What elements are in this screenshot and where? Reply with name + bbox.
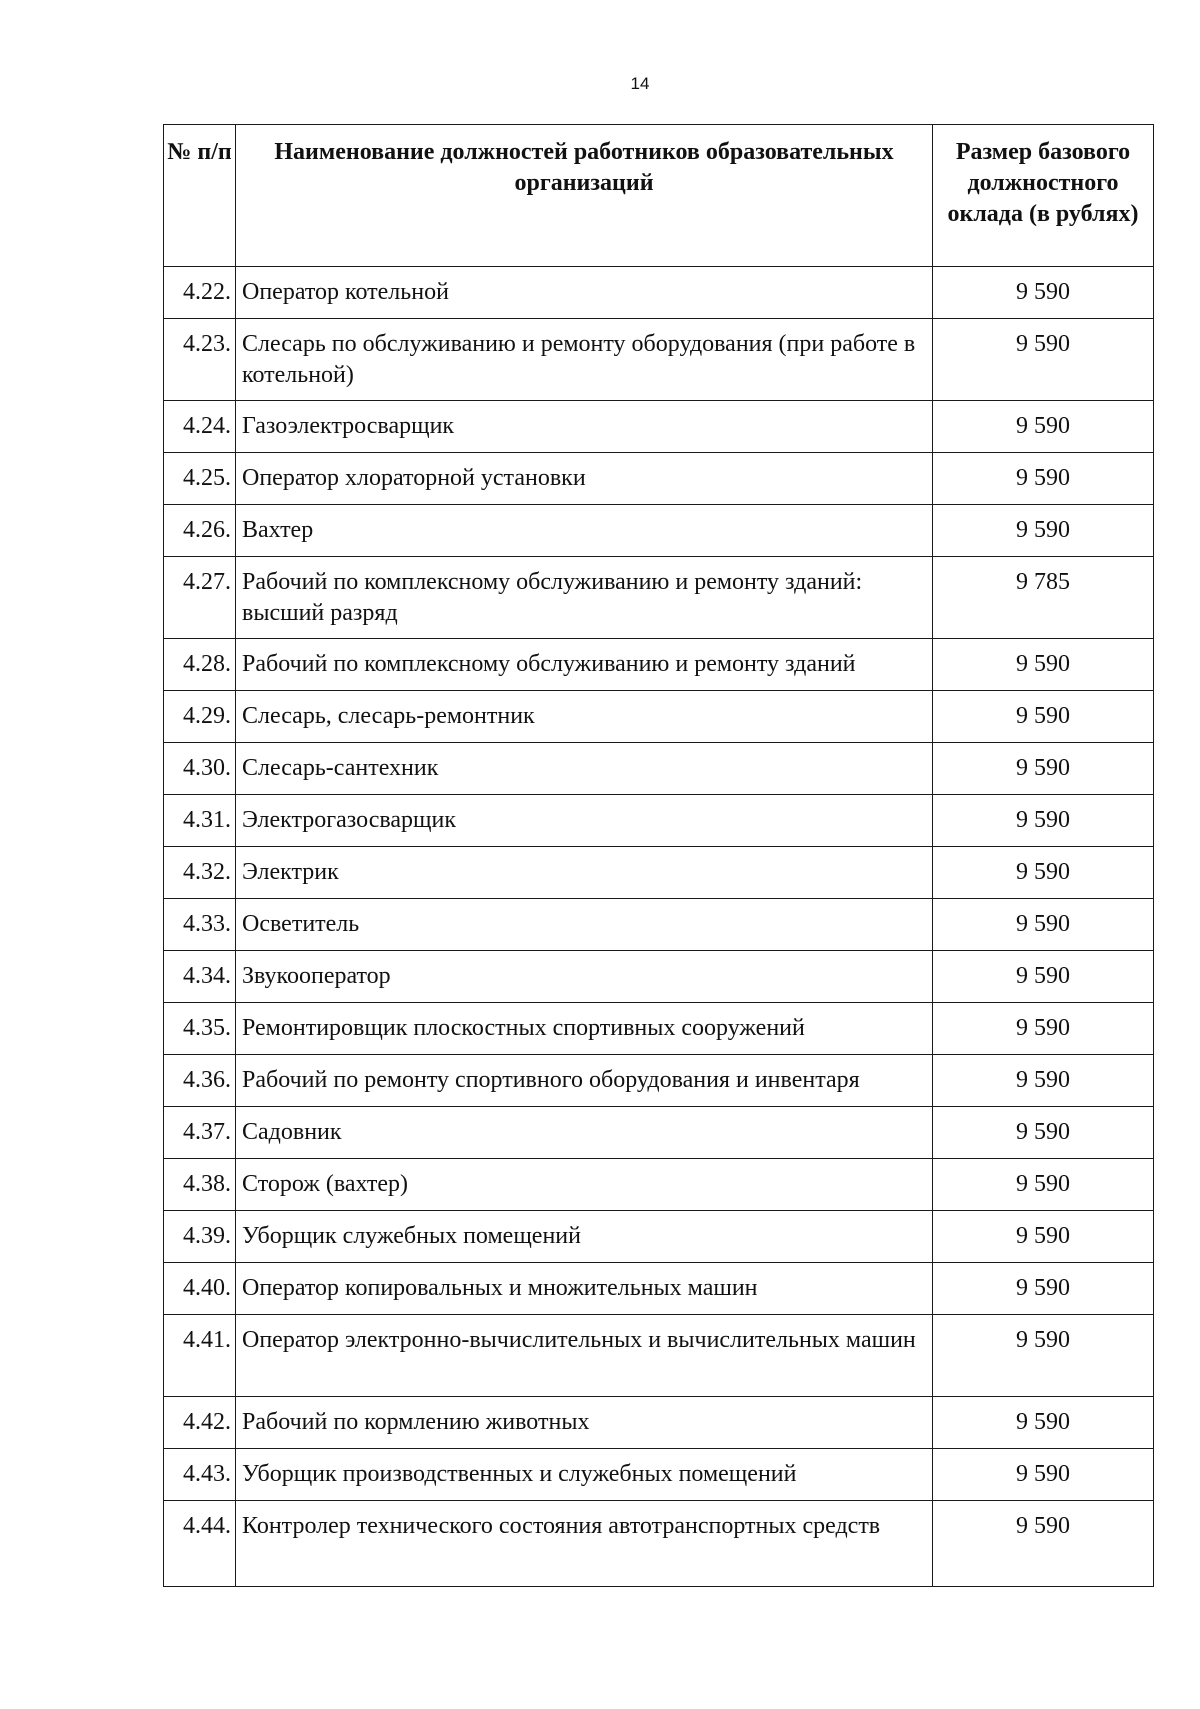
row-position: Звукооператор [236,951,933,1003]
row-position: Слесарь, слесарь-ремонтник [236,691,933,743]
row-number: 4.31. [164,795,236,847]
table-row [164,951,1154,1003]
row-salary: 9 590 [933,401,1154,453]
row-number: 4.39. [164,1211,236,1263]
row-position: Уборщик служебных помещений [236,1211,933,1263]
header-salary: Размер базового должностного оклада (в рублях) [933,125,1154,267]
salary-table [163,124,1154,1587]
row-number: 4.28. [164,639,236,691]
row-number: 4.30. [164,743,236,795]
row-position: Оператор электронно-вычислительных и вычислительных машин [236,1315,933,1397]
row-salary: 9 590 [933,319,1154,401]
row-position: Уборщик производственных и служебных помещений [236,1449,933,1501]
row-position: Рабочий по ремонту спортивного оборудования и инвентаря [236,1055,933,1107]
table-row [164,1397,1154,1449]
row-salary: 9 785 [933,557,1154,639]
row-salary: 9 590 [933,743,1154,795]
row-number: 4.43. [164,1449,236,1501]
table-body [164,267,1154,1587]
row-salary: 9 590 [933,1449,1154,1501]
row-position: Оператор котельной [236,267,933,319]
row-number: 4.32. [164,847,236,899]
header-position: Наименование должностей работников образовательных организаций [236,125,933,267]
row-salary: 9 590 [933,1211,1154,1263]
table-row [164,401,1154,453]
row-salary: 9 590 [933,1501,1154,1587]
table-row [164,691,1154,743]
row-position: Осветитель [236,899,933,951]
row-number: 4.42. [164,1397,236,1449]
row-number: 4.44. [164,1501,236,1587]
table-row [164,1449,1154,1501]
row-position: Электрогазосварщик [236,795,933,847]
row-salary: 9 590 [933,453,1154,505]
row-salary: 9 590 [933,1397,1154,1449]
row-number: 4.37. [164,1107,236,1159]
row-number: 4.36. [164,1055,236,1107]
row-number: 4.26. [164,505,236,557]
table-row [164,1003,1154,1055]
row-number: 4.41. [164,1315,236,1397]
table-row [164,743,1154,795]
table-row [164,453,1154,505]
row-position: Рабочий по комплексному обслуживанию и ремонту зданий [236,639,933,691]
row-salary: 9 590 [933,639,1154,691]
row-salary: 9 590 [933,951,1154,1003]
row-position: Газоэлектросварщик [236,401,933,453]
table-row [164,1211,1154,1263]
row-position: Ремонтировщик плоскостных спортивных сооружений [236,1003,933,1055]
row-number: 4.25. [164,453,236,505]
table-row [164,899,1154,951]
table-row [164,1315,1154,1397]
row-salary: 9 590 [933,267,1154,319]
table-row [164,847,1154,899]
table-row [164,267,1154,319]
table-row [164,557,1154,639]
row-salary: 9 590 [933,1003,1154,1055]
row-salary: 9 590 [933,691,1154,743]
row-number: 4.40. [164,1263,236,1315]
row-position: Садовник [236,1107,933,1159]
row-number: 4.22. [164,267,236,319]
row-position: Слесарь по обслуживанию и ремонту оборудования (при работе в котельной) [236,319,933,401]
row-salary: 9 590 [933,795,1154,847]
row-salary: 9 590 [933,1055,1154,1107]
row-salary: 9 590 [933,1159,1154,1211]
row-salary: 9 590 [933,505,1154,557]
row-number: 4.35. [164,1003,236,1055]
row-number: 4.29. [164,691,236,743]
row-position: Вахтер [236,505,933,557]
table-row [164,1501,1154,1587]
row-position: Рабочий по кормлению животных [236,1397,933,1449]
row-number: 4.27. [164,557,236,639]
page-number: 14 [630,74,650,93]
table-row [164,505,1154,557]
table-row [164,639,1154,691]
row-number: 4.24. [164,401,236,453]
row-number: 4.34. [164,951,236,1003]
row-salary: 9 590 [933,1263,1154,1315]
table-row [164,1263,1154,1315]
row-salary: 9 590 [933,847,1154,899]
row-salary: 9 590 [933,899,1154,951]
row-position: Рабочий по комплексному обслуживанию и ремонту зданий: высший разряд [236,557,933,639]
table-row [164,1107,1154,1159]
header-row [164,125,1154,267]
table-row [164,795,1154,847]
table-row [164,1159,1154,1211]
row-salary: 9 590 [933,1107,1154,1159]
row-salary: 9 590 [933,1315,1154,1397]
header-number: № п/п [164,125,236,267]
row-number: 4.23. [164,319,236,401]
row-number: 4.33. [164,899,236,951]
row-position: Оператор хлораторной установки [236,453,933,505]
row-position: Контролер технического состояния автотранспортных средств [236,1501,933,1587]
row-position: Оператор копировальных и множительных машин [236,1263,933,1315]
table-row [164,319,1154,401]
row-position: Сторож (вахтер) [236,1159,933,1211]
row-position: Слесарь-сантехник [236,743,933,795]
table-row [164,1055,1154,1107]
row-position: Электрик [236,847,933,899]
row-number: 4.38. [164,1159,236,1211]
